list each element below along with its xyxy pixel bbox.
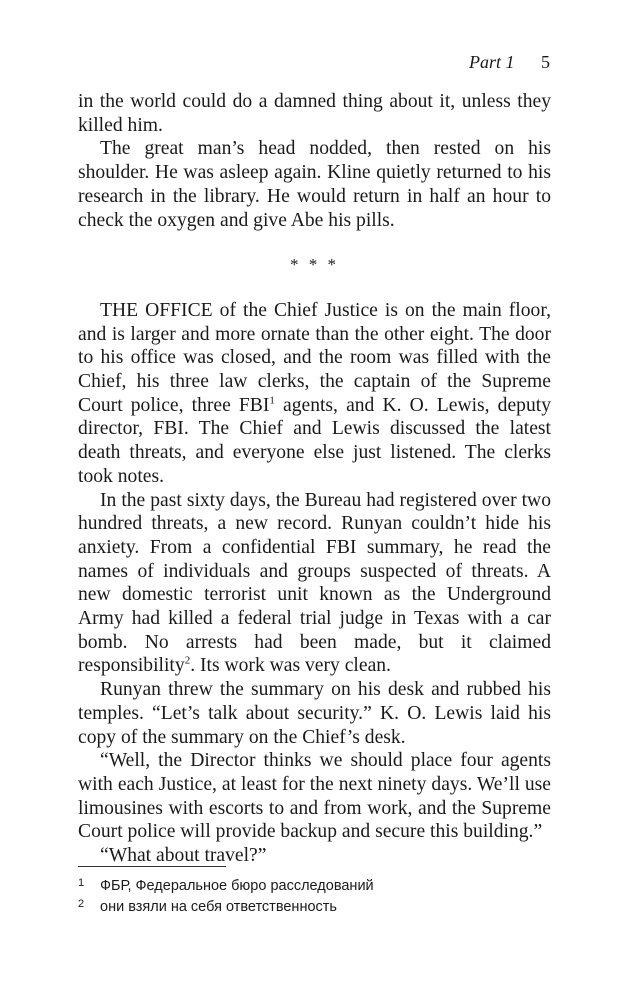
paragraph-text: THE OFFICE of the Chief Justice is on the main floor, and is larger and more ornate than the other eight. The door to his office was closed, and the room was filled with the Chief, his three law clerks, the captain of the Supreme Court police, three FBI — [78, 299, 551, 416]
page-number: 5 — [541, 52, 550, 72]
footnote — [78, 876, 551, 897]
section-break: * * * — [290, 255, 339, 275]
paragraph: Runyan threw the summary on his desk and rubbed his temples. “Let’s talk about security.” K. O. Lewis laid his copy of the summary on the Chief’s desk. — [78, 679, 551, 748]
footnote-mark: 1 — [269, 394, 275, 407]
body-text — [78, 90, 551, 868]
paragraph — [78, 489, 551, 679]
paragraph: The great man’s head nodded, then rested on his shoulder. He was asleep again. Kline quietly returned to his research in the library. He would return in half an hour to check the oxygen and give Abe his pills. — [78, 138, 551, 231]
footnote — [78, 897, 551, 918]
footnote-number: 2 — [78, 898, 85, 910]
footnote-text: они взяли на себя ответственность — [100, 899, 337, 915]
part-label: Part 1 — [468, 52, 515, 72]
footnote-divider — [78, 866, 226, 867]
footnote-mark: 2 — [184, 654, 191, 667]
paragraph-text: In the past sixty days, the Bureau had registered over two hundred threats, a new record. Runyan couldn’t hide his anxiety. From a confidential FBI summary, he read the names of individuals and groups suspected of threats. A new domestic terrorist unit known as the Underground Army had killed a federal trial judge in Texas with a car bomb. No arrests had been made, but it claimed responsibility — [78, 489, 551, 677]
running-header — [469, 50, 550, 74]
paragraph-text: agents, and K. O. Lewis, deputy director, FBI. The Chief and Lewis discussed the latest death threats, and everyone else just listened. The clerks took notes. — [78, 394, 551, 487]
paragraph: in the world could do a damned thing about it, unless they killed him. — [78, 91, 551, 136]
footnote-number: 1 — [78, 877, 85, 889]
footnote-text: ФБР, Федеральное бюро расследований — [100, 878, 374, 894]
paragraph: “Well, the Director thinks we should place four agents with each Justice, at least for the next ninety days. We’ll use limousines with escorts to and from work, and the Supreme Court police will provide backup and secure this building.” — [78, 750, 551, 843]
paragraph: “What about travel?” — [100, 845, 267, 867]
footnotes — [78, 876, 551, 918]
paragraph-text: . Its work was very clean. — [190, 655, 391, 677]
paragraph — [78, 299, 551, 489]
